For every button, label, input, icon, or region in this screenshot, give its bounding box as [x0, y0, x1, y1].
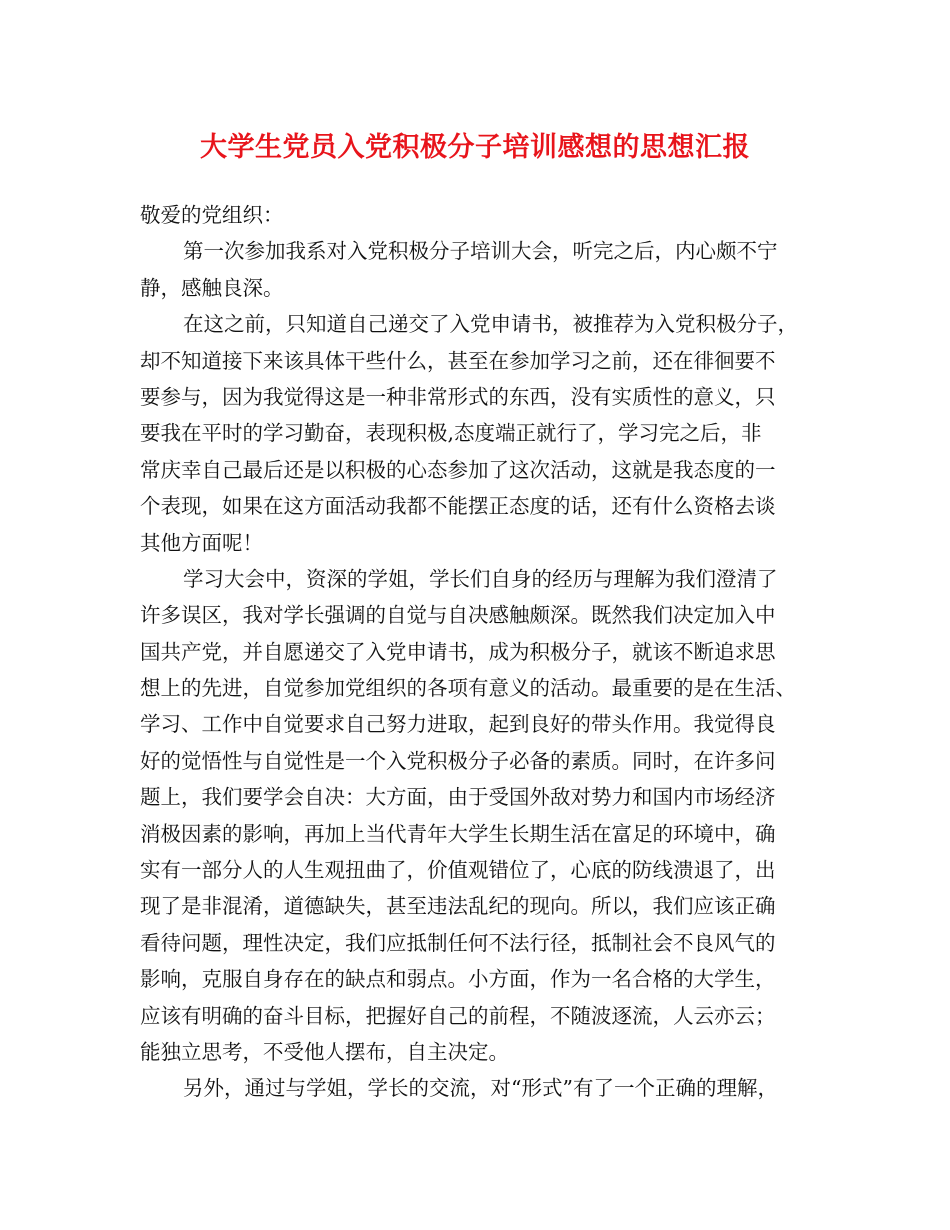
paragraph-3 [140, 561, 820, 1070]
document-body [140, 197, 820, 1107]
paragraph-line: 第一次参加我系对入党积极分子培训大会，听完之后，内心颇不宁 [183, 239, 778, 264]
paragraph-line: 好的觉悟性与自觉性是一个入党积极分子必备的素质。同时，在许多问 [140, 748, 776, 773]
paragraph-line: 常庆幸自己最后还是以积极的心态参加了这次活动，这就是我态度的一 [140, 457, 776, 482]
paragraph-2 [140, 306, 820, 561]
paragraph-line: 学习、工作中自觉要求自己努力进取，起到良好的带头作用。我觉得良 [140, 712, 776, 737]
document-title: 大学生党员入党积极分子培训感想的思想汇报 [200, 132, 750, 163]
paragraph-line: 看待问题，理性决定，我们应抵制任何不法行径，抵制社会不良风气的 [140, 930, 776, 955]
paragraph-1 [140, 233, 820, 306]
paragraph-line: 要参与，因为我觉得这是一种非常形式的东西，没有实质性的意义，只 [140, 384, 776, 409]
paragraph-line: 现了是非混淆，道德缺失，甚至违法乱纪的现向。所以，我们应该正确 [140, 894, 776, 919]
paragraph-line: 学习大会中，资深的学姐，学长们自身的经历与理解为我们澄清了 [183, 566, 778, 591]
salutation: 敬爱的党组织： [140, 203, 284, 227]
paragraph-line: 消极因素的影响，再加上当代青年大学生长期生活在富足的环境中，确 [140, 821, 776, 846]
paragraph-line: 国共产党，并自愿递交了入党申请书，成为积极分子，就该不断追求思 [140, 639, 776, 664]
paragraph-line: 题上，我们要学会自决：大方面，由于受国外敌对势力和国内市场经济 [140, 785, 776, 810]
paragraph-line: 却不知道接下来该具体干些什么，甚至在参加学习之前，还在徘徊要不 [140, 348, 776, 373]
paragraph-line: 在这之前，只知道自己递交了入党申请书，被推荐为入党积极分子， [183, 312, 798, 337]
paragraph-line: 能独立思考，不受他人摆布，自主决定。 [140, 1039, 509, 1064]
paragraph-line: 另外，通过与学姐，学长的交流，对“形式”有了一个正确的理解， [183, 1076, 778, 1101]
paragraph-line: 实有一部分人的人生观扭曲了，价值观错位了，心底的防线溃退了，出 [140, 858, 776, 883]
paragraph-line: 其他方面呢！ [140, 530, 263, 555]
paragraph-4 [140, 1070, 820, 1106]
paragraph-line: 个表现，如果在这方面活动我都不能摆正态度的话，还有什么资格去谈 [140, 494, 776, 519]
paragraph-line: 应该有明确的奋斗目标，把握好自己的前程，不随波逐流，人云亦云； [140, 1003, 776, 1028]
paragraph-line: 想上的先进，自觉参加党组织的各项有意义的活动。最重要的是在生活、 [140, 676, 796, 701]
paragraph-line: 影响，克服自身存在的缺点和弱点。小方面，作为一名合格的大学生， [140, 967, 776, 992]
paragraph-line: 许多误区，我对学长强调的自觉与自决感触颇深。既然我们决定加入中 [140, 603, 776, 628]
paragraph-line: 要我在平时的学习勤奋，表现积极,态度端正就行了，学习完之后，非 [140, 421, 762, 446]
paragraph-line: 静，感触良深。 [140, 275, 284, 300]
